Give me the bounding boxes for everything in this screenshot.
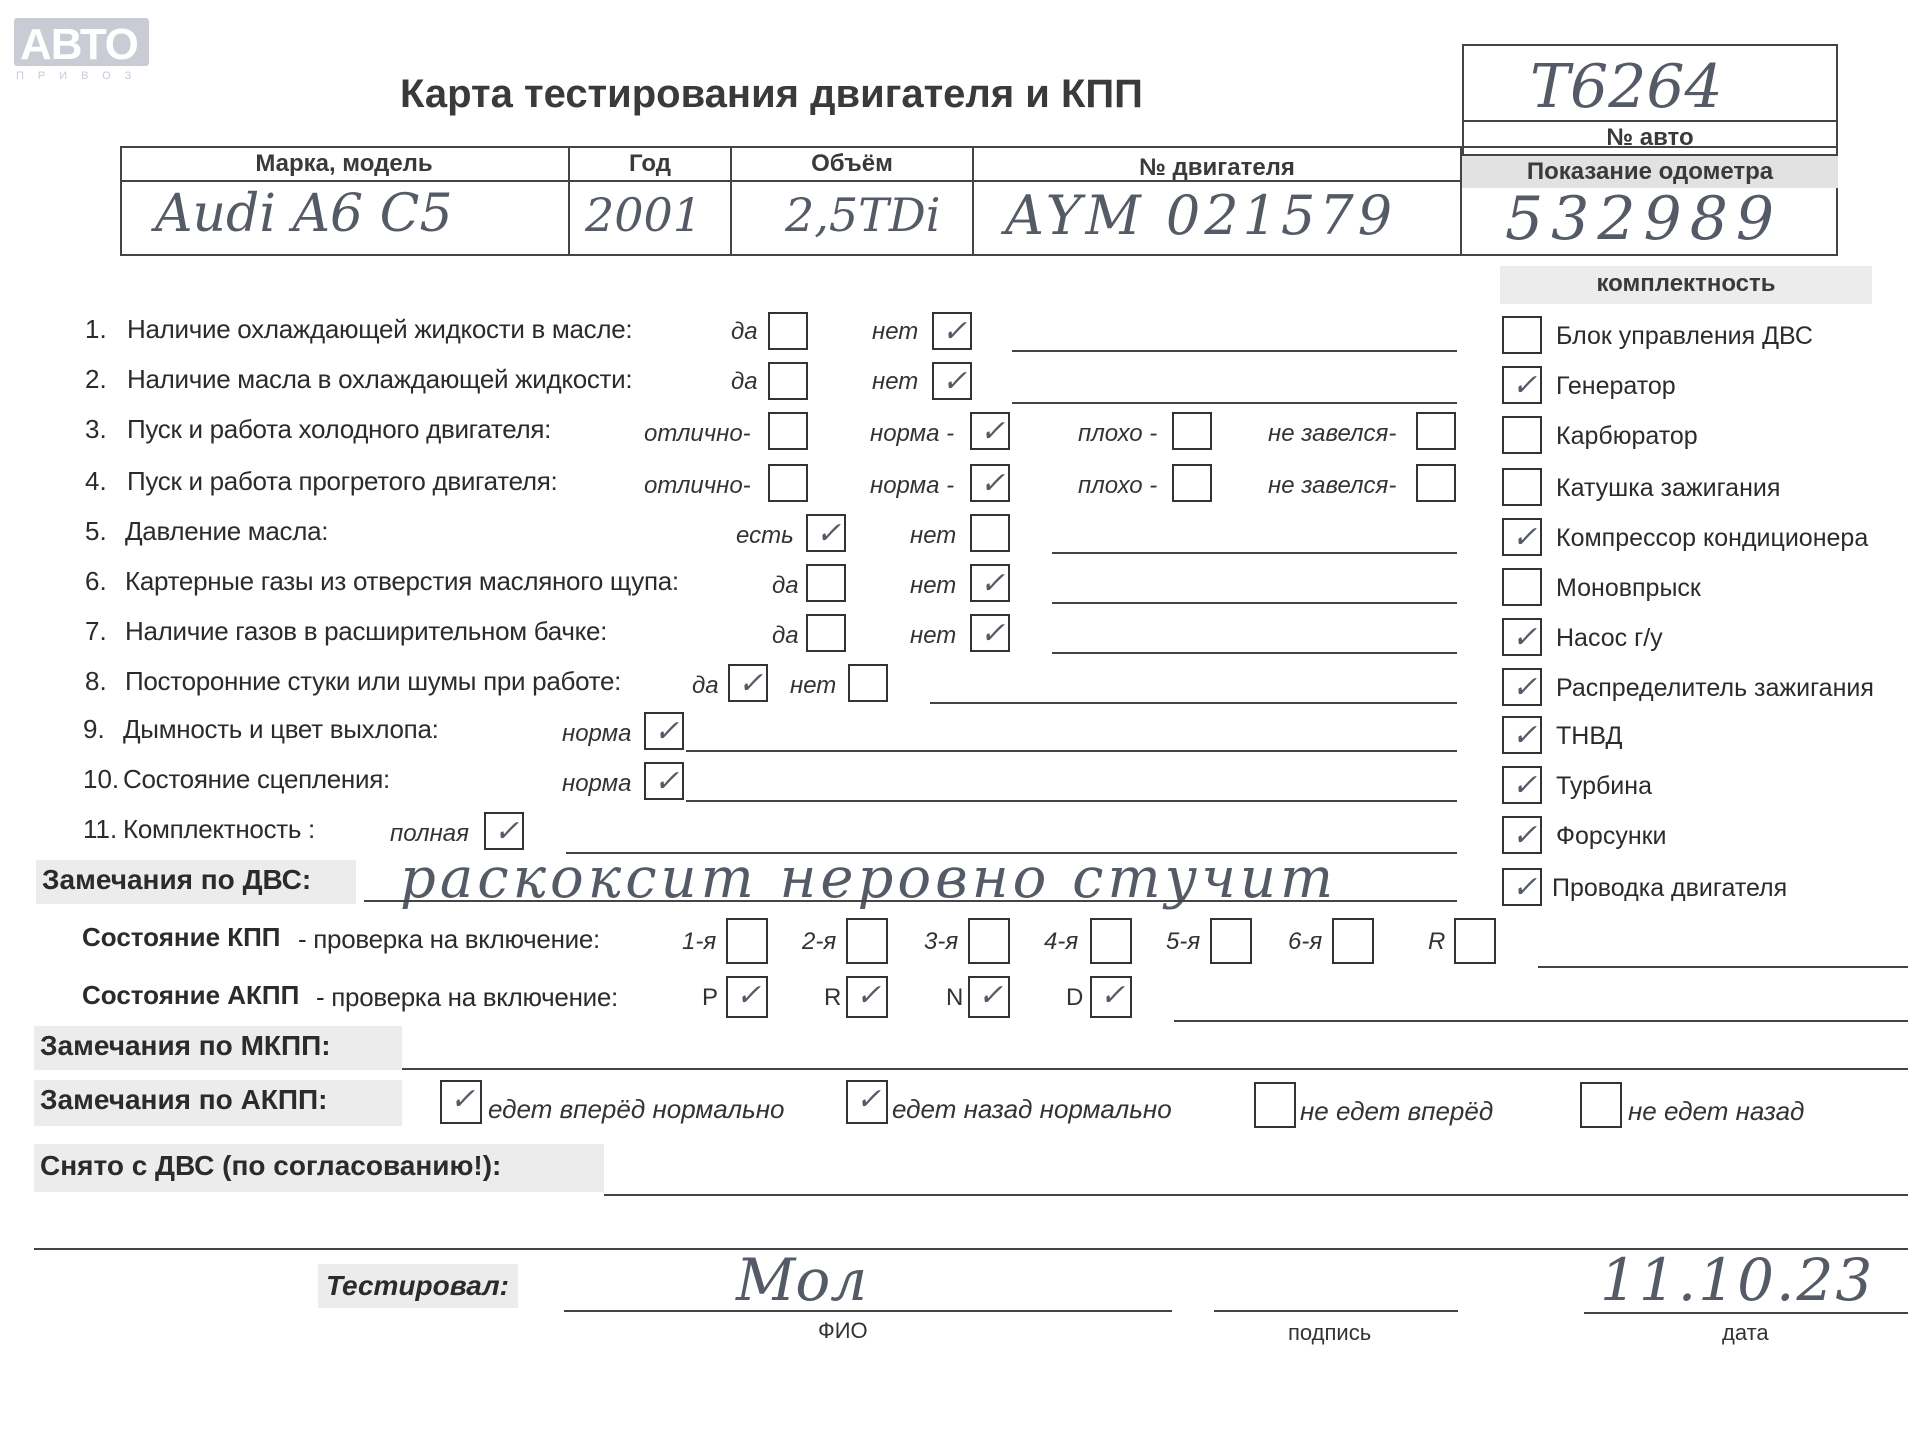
checkbox[interactable] [644, 762, 684, 800]
gear-label: 6-я [1288, 928, 1323, 955]
question-text: Пуск и работа холодного двигателя: [127, 414, 552, 444]
completeness-item: Распределитель зажигания [1556, 674, 1874, 702]
check-mark: ✓ [980, 466, 1006, 501]
option-label: есть [736, 522, 794, 549]
tested-label: Тестировал: [326, 1270, 509, 1301]
akpp-option-label: едет вперёд нормально [488, 1094, 785, 1124]
option-label: да [692, 672, 719, 699]
question-number: 5. [85, 516, 107, 546]
check-mark: ✓ [980, 566, 1006, 601]
checkbox[interactable] [768, 464, 808, 502]
gear-checkbox[interactable] [1090, 918, 1132, 964]
option-label: нет [872, 318, 919, 345]
completeness-item: Насос г/у [1556, 624, 1663, 652]
check-mark: ✓ [654, 764, 680, 799]
option-label: норма - [870, 420, 955, 447]
removed-label: Снято с ДВС (по согласованию!): [40, 1150, 502, 1181]
completeness-checkbox[interactable] [1502, 868, 1542, 906]
gear-label: 1-я [682, 928, 717, 955]
check-mark: ✓ [736, 978, 762, 1013]
auto-number-label: № авто [1606, 124, 1694, 151]
kpp-suffix: - проверка на включение: [298, 924, 600, 954]
akpp-option-checkbox[interactable] [440, 1080, 482, 1124]
option-label: плохо - [1078, 472, 1158, 499]
model-value: Audi A6 C5 [155, 184, 453, 244]
logo-text: АВТО [20, 20, 138, 69]
question-number: 8. [85, 666, 107, 696]
auto-number-value: T6264 [1530, 52, 1723, 122]
akpp-option-label: не едет назад [1628, 1096, 1805, 1126]
completeness-item: Турбина [1556, 772, 1652, 800]
option-label: да [772, 622, 799, 649]
mode-checkbox[interactable] [968, 976, 1010, 1018]
question-text: Наличие газов в расширительном бачке: [125, 616, 608, 646]
option-label: да [772, 572, 799, 599]
date-label: дата [1722, 1320, 1769, 1345]
completeness-item: Компрессор кондиционера [1556, 524, 1869, 552]
gear-label: 5-я [1166, 928, 1201, 955]
volume-value: 2,5TDi [785, 188, 941, 242]
checkbox[interactable] [1416, 464, 1456, 502]
gear-label: R [1428, 928, 1446, 955]
akpp-suffix: - проверка на включение: [316, 982, 618, 1012]
question-number: 1. [85, 314, 107, 344]
akpp-option-label: не едет вперёд [1300, 1096, 1494, 1126]
completeness-checkbox[interactable] [1502, 416, 1542, 454]
checkbox[interactable] [1172, 464, 1212, 502]
checkbox[interactable] [806, 564, 846, 602]
checkbox[interactable] [806, 614, 846, 652]
check-mark: ✓ [980, 616, 1006, 651]
option-label: нет [910, 572, 957, 599]
option-label: нет [790, 672, 837, 699]
completeness-item: ТНВД [1556, 722, 1623, 750]
option-label: нет [910, 622, 957, 649]
odometer-value: 532989 [1505, 184, 1783, 254]
option-label: да [731, 368, 758, 395]
checkbox[interactable] [806, 514, 846, 552]
check-mark: ✓ [1512, 870, 1538, 905]
completeness-checkbox[interactable] [1502, 716, 1542, 754]
question-number: 6. [85, 566, 107, 596]
check-mark: ✓ [1512, 768, 1538, 803]
gear-checkbox[interactable] [726, 918, 768, 964]
check-mark: ✓ [856, 978, 882, 1013]
option-label: полная [390, 820, 469, 847]
completeness-checkbox[interactable] [1502, 816, 1542, 854]
kpp-label: Состояние КПП [82, 922, 281, 952]
completeness-checkbox[interactable] [1502, 468, 1542, 506]
check-mark: ✓ [1100, 978, 1126, 1013]
check-mark: ✓ [654, 714, 680, 749]
completeness-item: Катушка зажигания [1556, 474, 1781, 502]
check-mark: ✓ [1512, 368, 1538, 403]
engine-label: № двигателя [1139, 154, 1295, 181]
gear-checkbox[interactable] [846, 918, 888, 964]
question-text: Наличие охлаждающей жидкости в масле: [127, 314, 633, 344]
checkbox[interactable] [932, 312, 972, 350]
option-label: плохо - [1078, 420, 1158, 447]
checkbox[interactable] [484, 812, 524, 850]
completeness-checkbox[interactable] [1502, 568, 1542, 606]
option-label: норма - [870, 472, 955, 499]
completeness-item: Карбюратор [1556, 422, 1698, 450]
gear-label: 2-я [802, 928, 837, 955]
akpp-option-checkbox[interactable] [846, 1080, 888, 1124]
completeness-item: Генератор [1556, 372, 1676, 400]
check-mark: ✓ [942, 364, 968, 399]
completeness-title: комплектность [1596, 270, 1776, 297]
logo [14, 18, 149, 82]
checkbox[interactable] [970, 514, 1010, 552]
gear-checkbox[interactable] [1210, 918, 1252, 964]
checkbox[interactable] [644, 712, 684, 750]
checkbox[interactable] [970, 564, 1010, 602]
checkbox[interactable] [970, 614, 1010, 652]
checkbox[interactable] [1416, 412, 1456, 450]
check-mark: ✓ [980, 414, 1006, 449]
option-label: нет [910, 522, 957, 549]
option-label: не завелся- [1268, 472, 1397, 499]
logo-subtitle: ПРИВОЗ [16, 70, 146, 82]
check-mark: ✓ [1512, 818, 1538, 853]
check-mark: ✓ [494, 814, 520, 849]
check-mark: ✓ [978, 978, 1004, 1013]
question-number: 9. [83, 714, 105, 744]
checkbox[interactable] [768, 412, 808, 450]
question-number: 4. [85, 466, 107, 496]
checkbox[interactable] [768, 362, 808, 400]
completeness-checkbox[interactable] [1502, 618, 1542, 656]
completeness-item: Форсунки [1556, 822, 1667, 850]
akpp-option-checkbox[interactable] [1580, 1082, 1622, 1128]
completeness-checkbox[interactable] [1502, 366, 1542, 404]
option-label: не завелся- [1268, 420, 1397, 447]
checkbox[interactable] [728, 664, 768, 702]
year-value: 2001 [585, 188, 703, 242]
option-label: норма [562, 720, 632, 747]
option-label: отлично- [644, 472, 751, 499]
gear-checkbox[interactable] [1332, 918, 1374, 964]
completeness-checkbox[interactable] [1502, 766, 1542, 804]
mode-checkbox[interactable] [846, 976, 888, 1018]
engine-value: AYM 021579 [1005, 184, 1397, 247]
odometer-label: Показание одометра [1526, 158, 1774, 185]
check-mark: ✓ [1512, 670, 1538, 705]
question-number: 7. [85, 616, 107, 646]
mode-label: N [946, 984, 964, 1011]
check-mark: ✓ [816, 516, 842, 551]
checkbox[interactable] [932, 362, 972, 400]
question-text: Комплектность : [123, 814, 315, 844]
question-number: 11. [83, 814, 118, 844]
question-text: Пуск и работа прогретого двигателя: [127, 466, 558, 496]
fio-value: Мол [736, 1246, 868, 1314]
check-mark: ✓ [1512, 520, 1538, 555]
question-text: Посторонние стуки или шумы при работе: [125, 666, 622, 696]
mode-label: D [1066, 984, 1084, 1011]
checkbox[interactable] [848, 664, 888, 702]
page-title: Карта тестирования двигателя и КПП [400, 72, 1143, 116]
mode-checkbox[interactable] [1090, 976, 1132, 1018]
option-label: отлично- [644, 420, 751, 447]
question-number: 2. [85, 364, 107, 394]
question-text: Дымность и цвет выхлопа: [123, 714, 439, 744]
question-text: Состояние сцепления: [123, 764, 390, 794]
question-text: Наличие масла в охлаждающей жидкости: [127, 364, 633, 394]
akpp-option-checkbox[interactable] [1254, 1082, 1296, 1128]
remarks-engine-label: Замечания по ДВС: [42, 864, 312, 895]
question-text: Картерные газы из отверстия масляного щупа: [125, 566, 679, 596]
option-label: нет [872, 368, 919, 395]
mode-label: R [824, 984, 842, 1011]
option-label: да [731, 318, 758, 345]
checkbox[interactable] [768, 312, 808, 350]
option-label: норма [562, 770, 632, 797]
checkbox[interactable] [970, 412, 1010, 450]
checkbox[interactable] [1172, 412, 1212, 450]
check-mark: ✓ [738, 666, 764, 701]
mode-checkbox[interactable] [726, 976, 768, 1018]
check-mark: ✓ [1512, 718, 1538, 753]
check-mark: ✓ [1512, 620, 1538, 655]
akpp-label: Состояние АКПП [82, 980, 300, 1010]
completeness-checkbox[interactable] [1502, 316, 1542, 354]
check-mark: ✓ [450, 1082, 476, 1117]
gear-label: 3-я [924, 928, 959, 955]
question-text: Давление масла: [125, 516, 329, 546]
gear-label: 4-я [1044, 928, 1079, 955]
question-number: 10. [83, 764, 120, 794]
gear-checkbox[interactable] [968, 918, 1010, 964]
remarks-mkpp-label: Замечания по МКПП: [40, 1030, 331, 1061]
checkbox[interactable] [970, 464, 1010, 502]
remarks-engine-value: раскоксит неровно стучит [400, 846, 1338, 911]
completeness-item: Моновпрыск [1556, 574, 1701, 602]
mode-label: P [702, 984, 719, 1011]
completeness-checkbox[interactable] [1502, 518, 1542, 556]
completeness-checkbox[interactable] [1502, 668, 1542, 706]
signature-label: подпись [1288, 1320, 1372, 1345]
completeness-item: Проводка двигателя [1552, 874, 1788, 902]
model-label: Марка, модель [255, 150, 433, 177]
check-mark: ✓ [942, 314, 968, 349]
question-number: 3. [85, 414, 107, 444]
check-mark: ✓ [856, 1082, 882, 1117]
year-label: Год [629, 150, 671, 177]
remarks-akpp-label: Замечания по АКПП: [40, 1084, 328, 1115]
gear-checkbox[interactable] [1454, 918, 1496, 964]
date-value: 11.10.23 [1600, 1246, 1875, 1314]
fio-label: ФИО [818, 1318, 868, 1343]
completeness-item: Блок управления ДВС [1556, 322, 1813, 350]
akpp-option-label: едет назад нормально [892, 1094, 1172, 1124]
volume-label: Объём [811, 150, 893, 177]
